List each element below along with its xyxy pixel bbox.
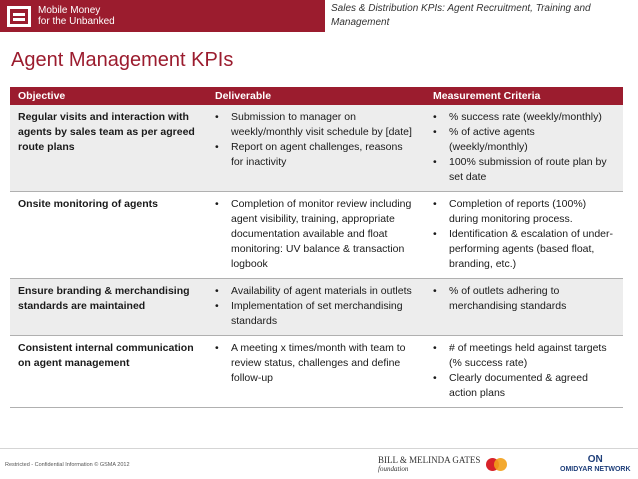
objective-cell: Onsite monitoring of agents <box>10 192 207 279</box>
kpi-table <box>10 87 623 408</box>
table-row <box>10 279 623 336</box>
omidyar-mark: ON <box>587 454 603 465</box>
list-item: • # of meetings held against targets (% success rate) <box>433 341 615 371</box>
list-item: • Report on agent challenges, reasons for inactivity <box>215 140 417 170</box>
confidential-notice: Restricted - Confidential Information © GSMA 2012 <box>5 462 130 468</box>
top-banner <box>0 0 638 32</box>
list-item: • Clearly documented & agreed action plans <box>433 371 615 401</box>
list-item: • A meeting x times/month with team to review status, challenges and define follow-up <box>215 341 417 386</box>
brand-line-2: for the Unbanked <box>38 16 115 27</box>
header-deliverable: Deliverable <box>207 87 425 105</box>
mastercard-foundation-logo <box>482 456 512 476</box>
list-item: • Completion of reports (100%) during monitoring process. <box>433 197 615 227</box>
criteria-cell <box>425 279 623 336</box>
criteria-cell <box>425 336 623 408</box>
omidyar-network-logo <box>560 455 631 475</box>
list-item: • % of active agents (weekly/monthly) <box>433 125 615 155</box>
list-item: • 100% submission of route plan by set date <box>433 155 615 185</box>
deliverable-cell <box>207 105 425 192</box>
mastercard-yellow-circle-icon <box>494 458 507 471</box>
section-title: Sales & Distribution KPIs: Agent Recruitment, Training and Management <box>325 0 638 32</box>
gsma-logo <box>7 5 115 27</box>
table-row <box>10 336 623 408</box>
list-item: • Completion of monitor review including agent visibility, training, appropriate documentation available and float monitoring: UV balance & transaction logbook <box>215 197 417 272</box>
criteria-cell <box>425 105 623 192</box>
list-item: • Availability of agent materials in outlets <box>215 284 417 299</box>
objective-cell: Ensure branding & merchandising standards are maintained <box>10 279 207 336</box>
gates-foundation-logo <box>378 456 480 474</box>
gates-logo-name: BILL & MELINDA GATES <box>378 455 481 465</box>
deliverable-cell <box>207 279 425 336</box>
list-item: • Submission to manager on weekly/monthly visit schedule by [date] <box>215 110 417 140</box>
header-criteria: Measurement Criteria <box>425 87 623 105</box>
list-item: • % of outlets adhering to merchandising standards <box>433 284 615 314</box>
page-title: Agent Management KPIs <box>11 49 234 71</box>
omidyar-name: OMIDYAR NETWORK <box>560 466 631 473</box>
table-header-row <box>10 87 623 105</box>
brand-line-1: Mobile Money <box>38 5 101 16</box>
header-objective: Objective <box>10 87 207 105</box>
footer-divider <box>0 448 638 449</box>
deliverable-cell <box>207 336 425 408</box>
list-item: • Implementation of set merchandising standards <box>215 299 417 329</box>
table-row <box>10 105 623 192</box>
brand-text <box>38 5 115 27</box>
gsma-logo-icon <box>7 6 31 27</box>
criteria-cell <box>425 192 623 279</box>
objective-cell: Regular visits and interaction with agents by sales team as per agreed route plans <box>10 105 207 192</box>
list-item: • Identification & escalation of under-performing agents (based float, branding, etc.) <box>433 227 615 272</box>
list-item: • % success rate (weekly/monthly) <box>433 110 615 125</box>
objective-cell: Consistent internal communication on agent management <box>10 336 207 408</box>
deliverable-cell <box>207 192 425 279</box>
table-row <box>10 192 623 279</box>
gates-logo-sub: foundation <box>378 465 409 473</box>
